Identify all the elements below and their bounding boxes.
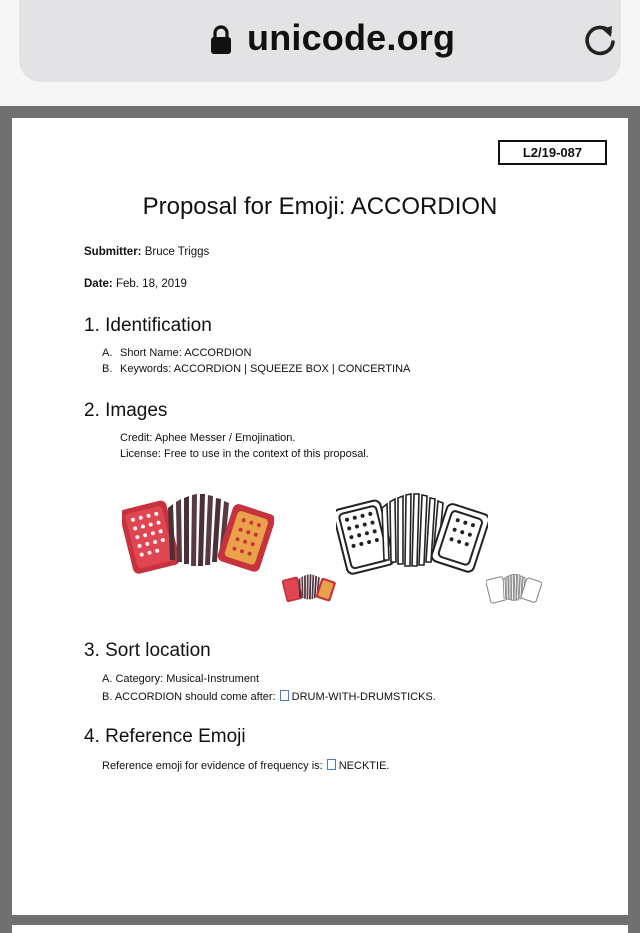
list-item-short-name-marker: A. [102, 347, 113, 359]
accordion-outline-small-image [486, 573, 542, 606]
section-images-heading: 2. Images [84, 400, 168, 421]
reference-emoji-text: Reference emoji for evidence of frequency is: [102, 760, 323, 772]
section-sort-location-heading: 3. Sort location [84, 640, 211, 661]
sort-after-line [102, 690, 436, 703]
sort-after-text: B. ACCORDION should come after: [102, 691, 276, 703]
submitter-value: Bruce Triggs [144, 246, 210, 258]
date-label: Date: [84, 278, 113, 290]
section-identification-heading: 1. Identification [84, 315, 212, 336]
sort-after-emoji-name: DRUM-WITH-DRUMSTICKS. [291, 691, 436, 703]
address-bar[interactable] [19, 0, 621, 82]
necktie-emoji-icon [327, 759, 336, 770]
list-item-short-name: Short Name: ACCORDION [120, 347, 252, 359]
reference-emoji-line [102, 759, 389, 772]
list-item-keywords-marker: B. [102, 363, 113, 375]
date-value: Feb. 18, 2019 [115, 278, 187, 290]
submitter-label: Submitter: [84, 246, 142, 258]
drum-emoji-icon [280, 690, 289, 701]
reload-icon[interactable] [580, 20, 620, 60]
document-id: L2/19-087 [498, 140, 607, 165]
next-pdf-page [12, 925, 628, 933]
page-title: Proposal for Emoji: ACCORDION [142, 193, 498, 220]
image-credit: Credit: Aphee Messer / Emojination. [120, 432, 296, 444]
section-reference-emoji-heading: 4. Reference Emoji [84, 726, 246, 747]
list-item-keywords: Keywords: ACCORDION | SQUEEZE BOX | CONCERTINA [120, 363, 411, 375]
date-line [84, 278, 187, 290]
pdf-page [12, 118, 628, 915]
browser-toolbar [0, 0, 640, 106]
image-license: License: Free to use in the context of this proposal. [120, 448, 369, 460]
reference-emoji-name: NECKTIE. [338, 760, 390, 772]
url-text[interactable]: unicode.org [247, 17, 456, 58]
submitter-line [84, 246, 209, 258]
sort-category: A. Category: Musical-Instrument [102, 673, 260, 685]
lock-icon [209, 24, 233, 56]
accordion-color-large-image [122, 490, 274, 582]
accordion-color-small-image [282, 573, 336, 605]
accordion-outline-large-image [336, 490, 488, 582]
